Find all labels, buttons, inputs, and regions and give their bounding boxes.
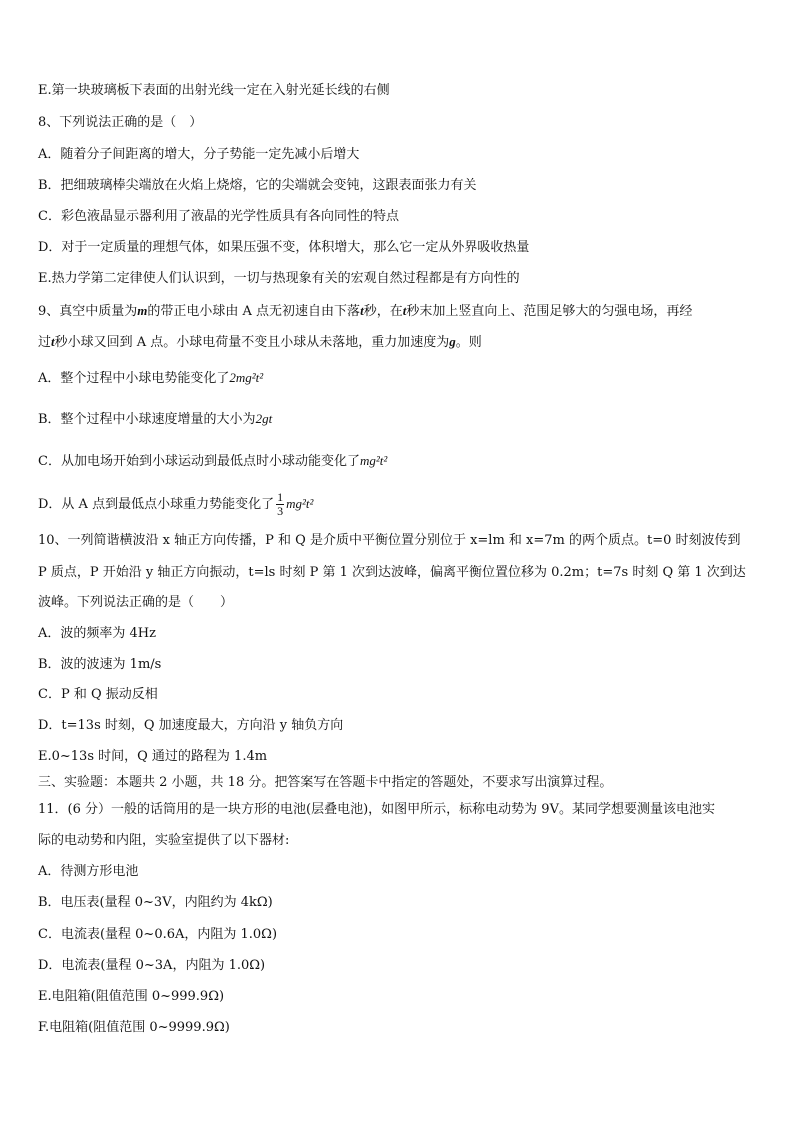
q9-text: 的带正电小球由 A 点无初速自由下落	[147, 304, 361, 319]
fraction-numerator: 1	[277, 490, 284, 504]
question-11-stem-line-2: 际的电动势和内阻，实验室提供了以下器材:	[38, 833, 290, 848]
section-3-heading: 三、实验题：本题共 2 小题，共 18 分。把答案写在答题卡中指定的答题处，不要求写出演算过程。	[38, 775, 613, 790]
question-11-item-b: B．电压表(量程 0~3V，内阻约为 4kΩ)	[38, 895, 273, 910]
q9-time-symbol: t	[51, 334, 55, 349]
fraction-one-third	[276, 491, 284, 518]
question-11-item-a: A．待测方形电池	[38, 864, 139, 879]
q9-text: 秒末加上竖直向上、范围足够大的匀强电场，再经	[406, 304, 693, 319]
question-9-option-a	[38, 369, 758, 388]
question-8-stem: 8、下列说法正确的是（ ）	[38, 115, 203, 130]
option-text: A．整个过程中小球电势能变化了	[38, 371, 230, 386]
question-11-stem-line-1: 11．(6 分）一般的话筒用的是一块方形的电池(层叠电池)，如图甲所示，标称电动势为 9V。某同学想要测量该电池实	[38, 802, 715, 817]
question-10-option-c: C．P 和 Q 振动反相	[38, 687, 158, 702]
option-text: B．整个过程中小球速度增量的大小为	[38, 412, 256, 427]
option-formula: 2gt	[255, 411, 273, 426]
question-9-option-c	[38, 452, 758, 471]
option-formula: mg²t²	[359, 453, 388, 468]
question-8-option-e: E.热力学第二定律使人们认识到，一切与热现象有关的宏观自然过程都是有方向性的	[38, 271, 520, 286]
q9-text: 。则	[455, 335, 482, 350]
q9-mass-symbol: m	[137, 303, 148, 318]
question-9-option-d	[38, 491, 758, 518]
question-9-stem-line-1	[38, 302, 758, 321]
option-text: D．从 A 点到最低点小球重力势能变化了	[38, 497, 275, 512]
question-10-option-a: A．波的频率为 4Hz	[38, 626, 156, 641]
q9-text: 过	[38, 335, 52, 350]
question-10-option-b: B．波的波速为 1m/s	[38, 657, 162, 672]
question-8-option-c: C．彩色液晶显示器利用了液晶的光学性质具有各向同性的特点	[38, 209, 399, 224]
option-formula: 2mg²t²	[229, 370, 264, 385]
question-10-stem-line-3: 波峰。下列说法正确的是（ ）	[38, 595, 234, 610]
question-11-item-c: C．电流表(量程 0~0.6A，内阻为 1.0Ω)	[38, 927, 278, 942]
question-8-option-a: A．随着分子间距离的增大，分子势能一定先减小后增大	[38, 147, 360, 162]
question-11-item-d: D．电流表(量程 0~3A，内阻为 1.0Ω)	[38, 958, 266, 973]
option-text: C．从加电场开始到小球运动到最低点时小球动能变化了	[38, 454, 360, 469]
question-10-stem-line-2: P 质点，P 开始沿 y 轴正方向振动，t=ls 时刻 P 第 1 次到达波峰，偏离平衡位置位移为 0.2m；t=7s 时刻 Q 第 1 次到达	[38, 565, 746, 580]
q9-text: 秒小球又回到 A 点。小球电荷量不变且小球从未落地，重力加速度为	[54, 335, 450, 350]
question-10-stem-line-1: 10、一列简谐横波沿 x 轴正方向传播，P 和 Q 是介质中平衡位置分别位于 x=lm 和 x=7m 的两个质点。t=0 时刻波传到	[38, 533, 741, 548]
q9-gravity-symbol: g	[449, 334, 456, 349]
question-11-item-e: E.电阻箱(阻值范围 0~999.9Ω)	[38, 989, 225, 1004]
question-8-option-b: B．把细玻璃棒尖端放在火焰上烧熔，它的尖端就会变钝，这跟表面张力有关	[38, 178, 477, 193]
option-formula: mg²t²	[286, 496, 314, 511]
question-9-option-b	[38, 410, 758, 429]
question-8-option-d: D．对于一定质量的理想气体，如果压强不变，体积增大，那么它一定从外界吸收热量	[38, 240, 530, 255]
q9-time-symbol: t	[402, 303, 407, 318]
question-10-option-e: E.0~13s 时间，Q 通过的路程为 1.4m	[38, 749, 268, 764]
question-9-stem-line-2	[38, 333, 758, 352]
q9-text: 9、真空中质量为	[38, 304, 138, 319]
question-11-item-f: F.电阻箱(阻值范围 0~9999.9Ω)	[38, 1020, 230, 1035]
question-10-option-d: D．t=13s 时刻，Q 加速度最大，方向沿 y 轴负方向	[38, 718, 344, 733]
q9-time-symbol: t	[360, 303, 364, 318]
q9-text: 秒，在	[363, 304, 403, 319]
fraction-denominator: 3	[277, 504, 284, 518]
option-e-line: E.第一块玻璃板下表面的出射光线一定在入射光延长线的右侧	[38, 83, 390, 98]
